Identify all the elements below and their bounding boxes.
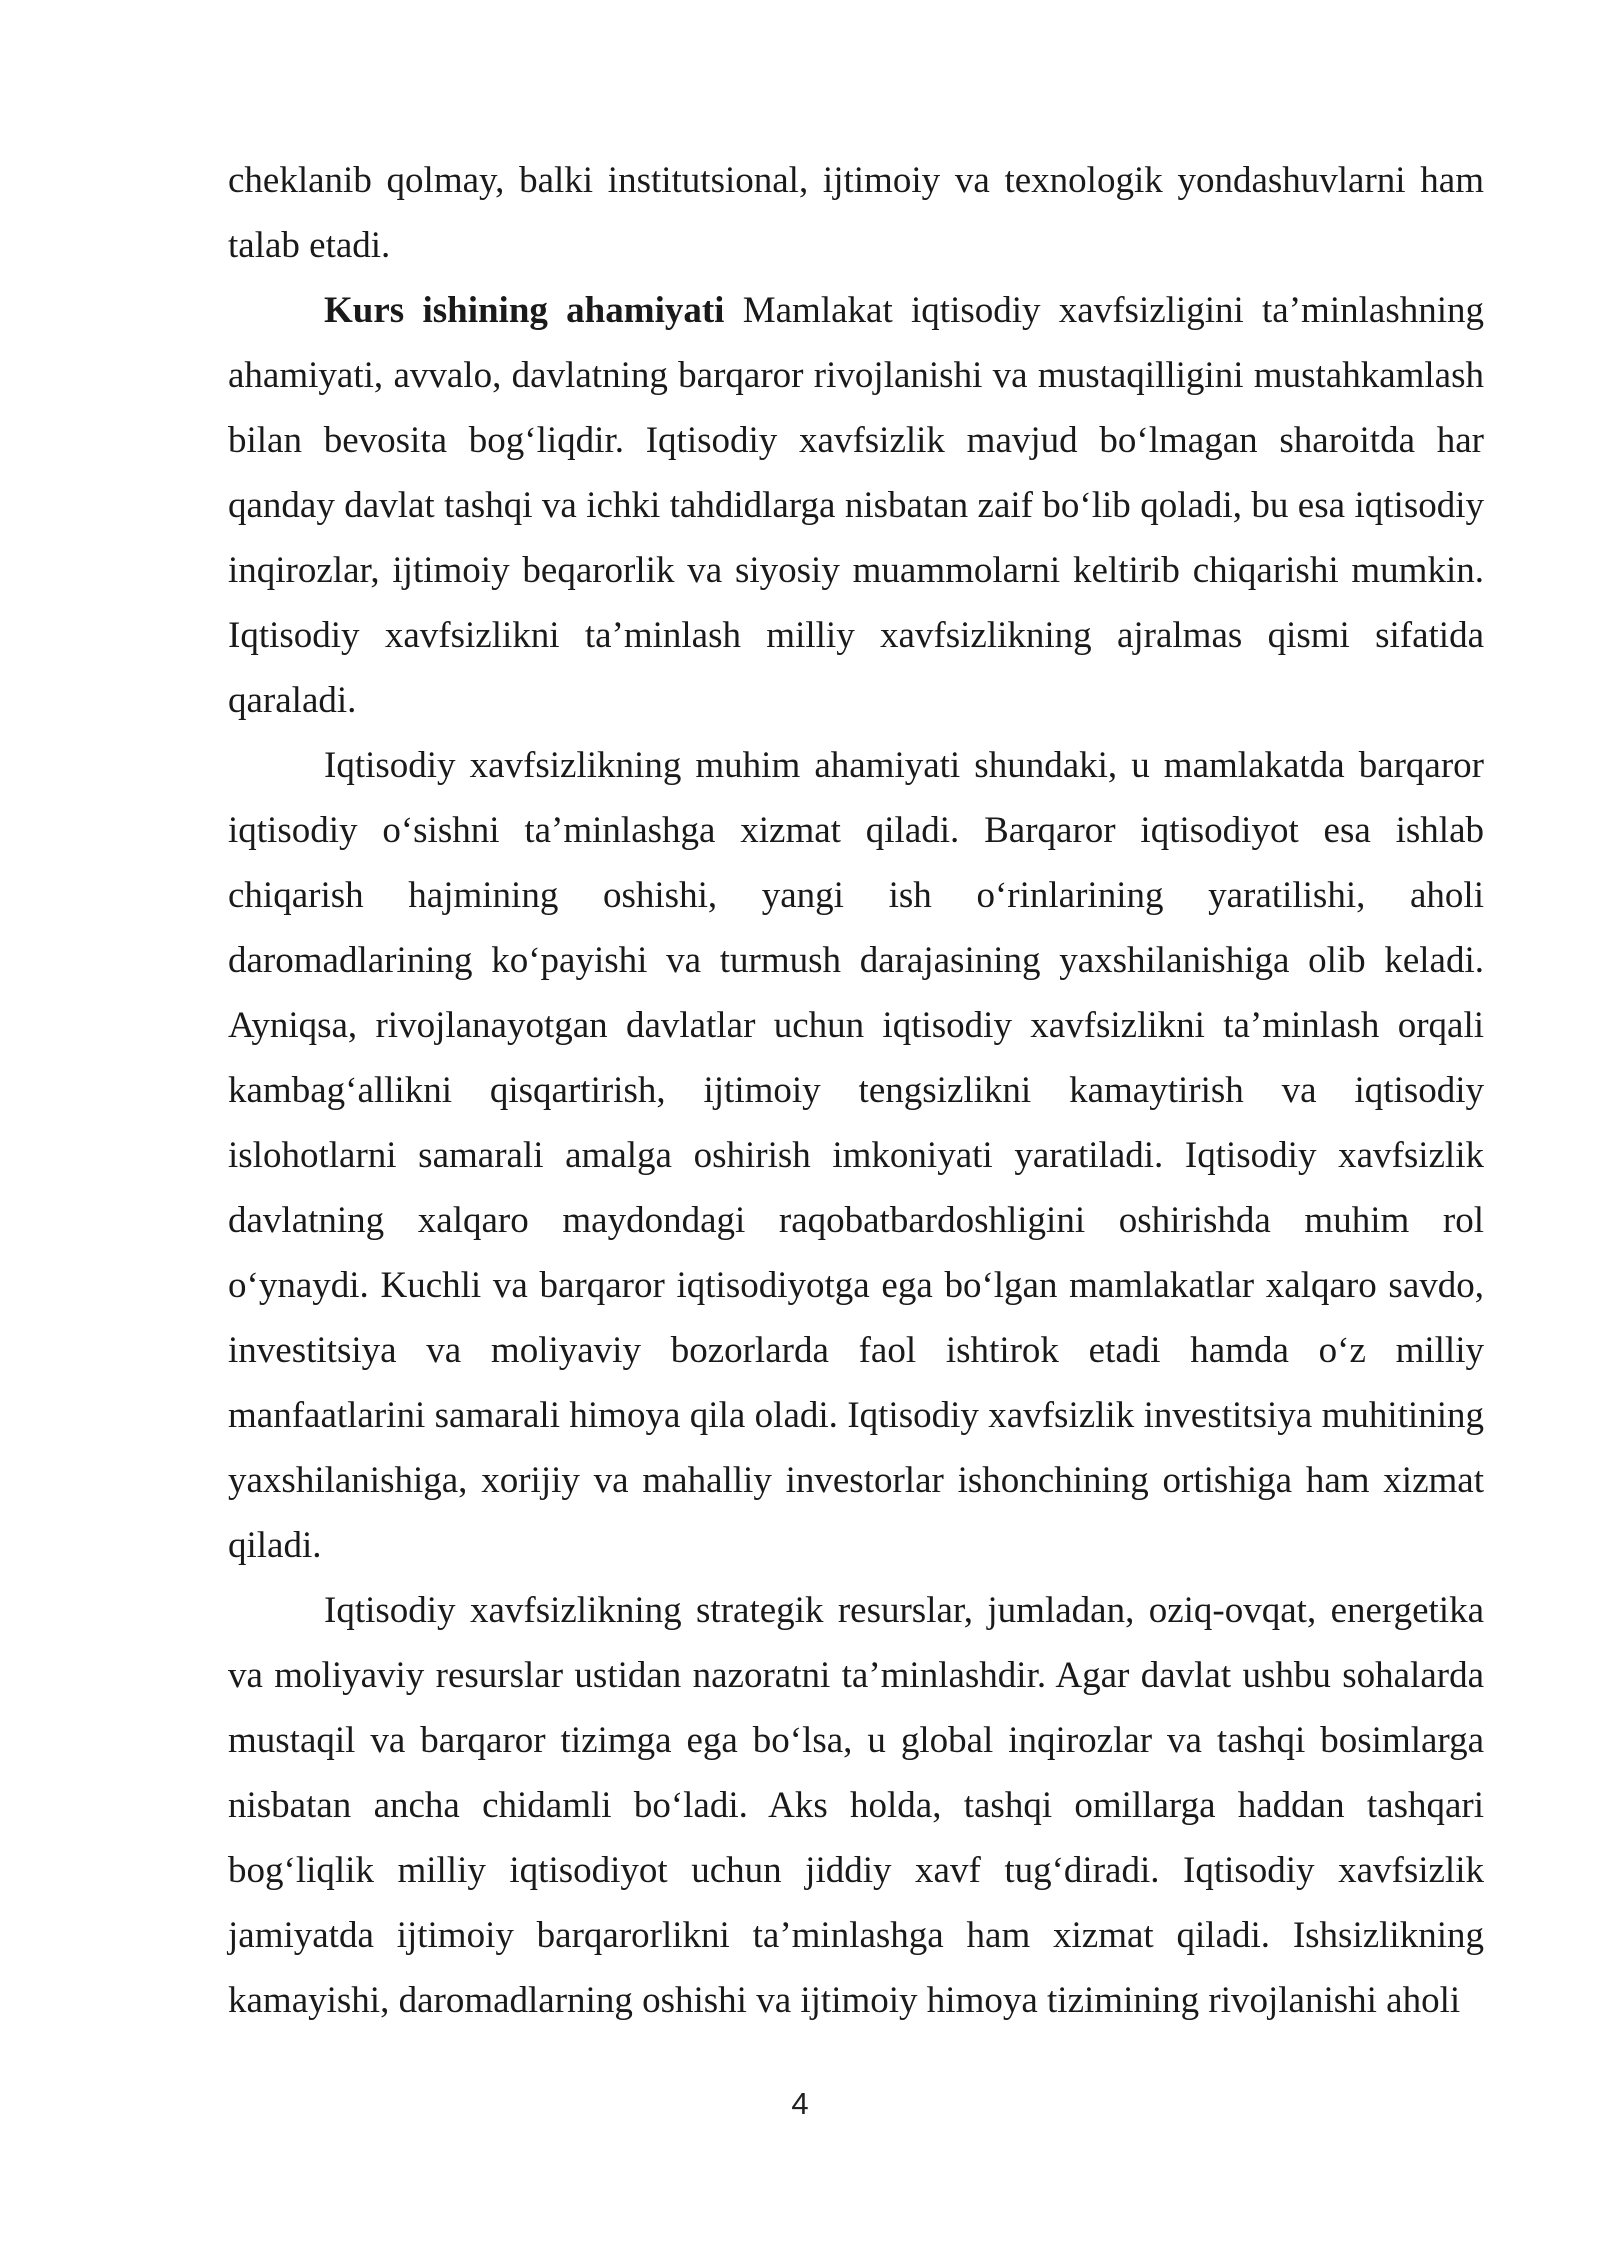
paragraph-strategic-resources: Iqtisodiy xavfsizlikning strategik resurslar, jumladan, oziq-ovqat, energetika va moliyaviy resurslar ustidan nazoratni ta’minlashdir. Agar davlat ushbu sohalarda mustaqil va barqaror tizimga ega bo‘lsa, u global inqirozlar va tashqi bosimlarga nisbatan ancha chidamli bo‘ladi. Aks holda, tashqi omillarga haddan tashqari bog‘liqlik milliy iqtisodiyot uchun jiddiy xavf tug‘diradi. Iqtisodiy xavfsizlik jamiyatda ijtimoiy barqarorlikni ta’minlashga ham xizmat qiladi. Ishsizlikning kamayishi, daromadlarning oshishi va ijtimoiy himoya tizimining rivojlanishi aholi [228,1590,1484,2021]
page-number: 4 [791,2086,809,2121]
bold-heading-kurs-ishining-ahamiyati: Kurs ishining ahamiyati [324,290,725,331]
body-text [228,148,1484,2033]
paragraph-significance-text: Mamlakat iqtisodiy xavfsizligini ta’minlashning ahamiyati, avvalo, davlatning barqaror rivojlanishi va mustaqilligini mustahkamlash bilan bevosita bog‘liqdir. Iqtisodiy xavfsizlik mavjud bo‘lmagan sharoitda har qanday davlat tashqi va ichki tahdidlarga nisbatan zaif bo‘lib qoladi, bu esa iqtisodiy inqirozlar, ijtimoiy beqarorlik va siyosiy muammolarni keltirib chiqarishi mumkin. Iqtisodiy xavfsizlikni ta’minlash milliy xavfsizlikning ajralmas qismi sifatida qaraladi. [228,290,1484,721]
paragraph-importance: Iqtisodiy xavfsizlikning muhim ahamiyati shundaki, u mamlakatda barqaror iqtisodiy o‘sishni ta’minlashga xizmat qiladi. Barqaror iqtisodiyot esa ishlab chiqarish hajmining oshishi, yangi ish o‘rinlarining yaratilishi, aholi daromadlarining ko‘payishi va turmush darajasining yaxshilanishiga olib keladi. Ayniqsa, rivojlanayotgan davlatlar uchun iqtisodiy xavfsizlikni ta’minlash orqali kambag‘allikni qisqartirish, ijtimoiy tengsizlikni kamaytirish va iqtisodiy islohotlarni samarali amalga oshirish imkoniyati yaratiladi. Iqtisodiy xavfsizlik davlatning xalqaro maydondagi raqobatbardoshligini oshirishda muhim rol o‘ynaydi. Kuchli va barqaror iqtisodiyotga ega bo‘lgan mamlakatlar xalqaro savdo, investitsiya va moliyaviy bozorlarda faol ishtirok etadi hamda o‘z milliy manfaatlarini samarali himoya qila oladi. Iqtisodiy xavfsizlik investitsiya muhitining yaxshilanishiga, xorijiy va mahalliy investorlar ishonchining ortishiga ham xizmat qiladi. [228,745,1484,1566]
paragraph-significance [228,278,1484,733]
paragraph-continuation: cheklanib qolmay, balki institutsional, ijtimoiy va texnologik yondashuvlarni ham talab etadi. [228,160,1484,266]
